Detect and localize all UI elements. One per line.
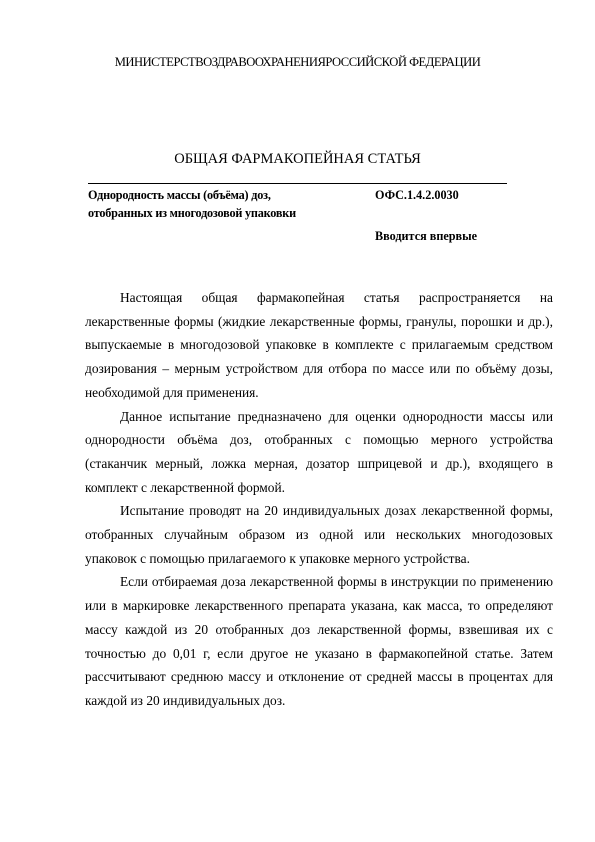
header-divider <box>88 183 507 184</box>
ministry-name: МИНИСТЕРСТВОЗДРАВООХРАНЕНИЯРОССИЙСКОЙ ФЕДЕРАЦИИ <box>114 55 481 69</box>
paragraph-procedure: Испытание проводят на 20 индивидуальных дозах лекарственной формы, отобранных случайным образом из одной или нескольких многодозовых упаковок с помощью прилагаемого к упаковке мерного устройства. <box>85 503 553 566</box>
article-subject <box>88 186 296 222</box>
document-title: ОБЩАЯ ФАРМАКОПЕЙНАЯ СТАТЬЯ <box>174 151 421 167</box>
paragraph-scope: Настоящая общая фармакопейная статья распространяется на лекарственные формы (жидкие лекарственные формы, гранулы, порошки и др.), выпускаемые в многодозовой упаковке в комплекте с прилагаемым средством дозирования – мерным устройством для отбора по массе или по объёму дозы, необходимой для применения. <box>85 290 553 400</box>
article-subject-line-1: Однородность массы (объёма) доз, <box>88 188 271 202</box>
paragraph-purpose: Данное испытание предназначено для оценки однородности массы или однородности объёма доз, отобранных с помощью мерного устройства (стаканчик мерный, ложка мерная, дозатор шприцевой и др.), входящего в комплект с лекарственной формой. <box>85 408 553 495</box>
paragraph-mass-determination: Если отбираемая доза лекарственной формы в инструкции по применению или в маркировке лекарственного препарата указана, как масса, то определяют массу каждой из 20 отобранных доз лекарственной формы, взвешивая их с точностью до 0,01 г, если другое не указано в фармакопейной статье. Затем рассчитывают среднюю массу и отклонение от средней массы в процентах для каждой из 20 индивидуальных доз. <box>85 574 553 708</box>
article-body <box>85 286 553 713</box>
article-status: Вводится впервые <box>375 229 478 243</box>
article-subject-line-2: отобранных из многодозовой упаковки <box>88 206 296 220</box>
article-code: ОФС.1.4.2.0030 <box>375 188 459 202</box>
